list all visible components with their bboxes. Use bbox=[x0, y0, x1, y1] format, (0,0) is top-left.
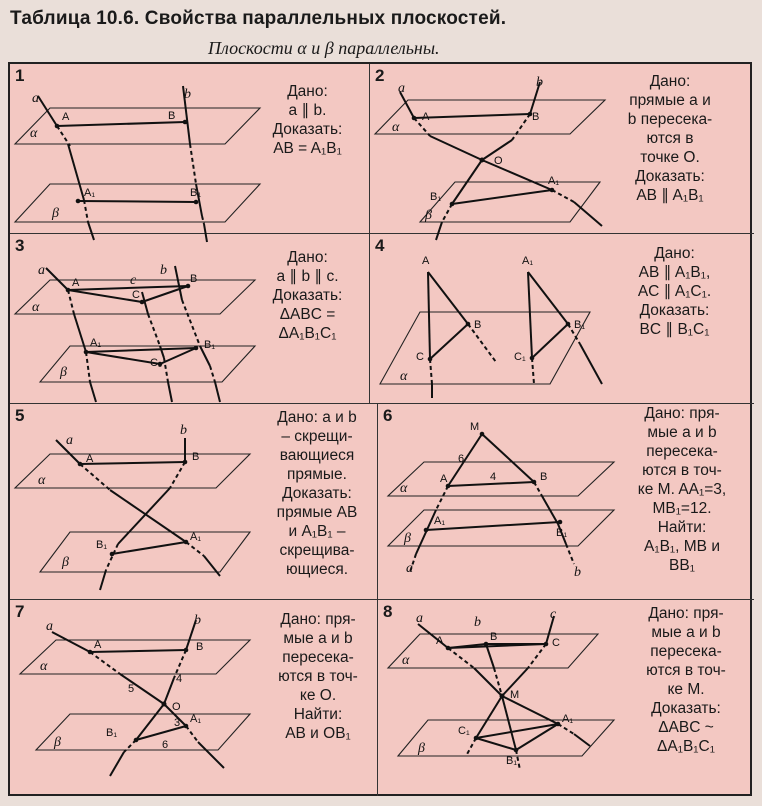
point-B-label: B bbox=[190, 273, 198, 285]
alpha-label: α bbox=[400, 481, 408, 496]
point-A-label: A bbox=[94, 639, 102, 651]
point-A-label: A bbox=[422, 255, 430, 267]
alpha-label: α bbox=[38, 473, 46, 488]
cell-6-text: Дано: пря- мые a и b пересека- ются в точ- ке M. AA₁=3, MB₁=12. Найти: A₁B₁, MB и BB₁ bbox=[637, 405, 727, 574]
segment-3-label: 3 bbox=[174, 717, 181, 729]
point-C1-label: C₁ bbox=[150, 357, 162, 369]
line-b-label: b bbox=[180, 423, 187, 438]
cell-number: 6 bbox=[383, 406, 393, 425]
point-B-label: B bbox=[168, 110, 176, 122]
point-O-label: O bbox=[172, 701, 181, 713]
cell-7-text: Дано: пря- мые a и b пересека- ются в точ- ке O. Найти: AB и OB₁ bbox=[278, 611, 358, 742]
point-C-label: C bbox=[416, 351, 424, 363]
plane-alpha bbox=[15, 108, 260, 144]
cell-number: 2 bbox=[375, 66, 385, 85]
point-A-label: A bbox=[422, 111, 430, 123]
line-b-label: b bbox=[474, 615, 481, 630]
cell-4-text: Дано: AB ∥ A₁B₁, AC ∥ A₁C₁. Доказать: BC ∥ B₁C₁ bbox=[637, 245, 712, 338]
plane-beta bbox=[40, 532, 250, 572]
table-title: Таблица 10.6. Свойства параллельных плоскостей. bbox=[10, 8, 507, 29]
line-b-label: b bbox=[194, 613, 201, 628]
point-B1-label: B₁ bbox=[96, 539, 108, 551]
point-B1-label: B₁ bbox=[506, 755, 518, 767]
cell-4 bbox=[370, 234, 754, 404]
point-A1-label: A₁ bbox=[522, 255, 534, 267]
plane-alpha bbox=[20, 640, 250, 674]
point-B1-label: B₁ bbox=[204, 339, 216, 351]
line-a-label: a bbox=[32, 91, 39, 106]
cell-number: 5 bbox=[15, 406, 25, 425]
point-A1-label: A₁ bbox=[548, 175, 560, 187]
cell-3-text: Дано: a ∥ b ∥ c. Доказать: ΔABC = ΔA₁B₁C₁ bbox=[272, 249, 343, 342]
alpha-label: α bbox=[40, 659, 48, 674]
alpha-label: α bbox=[400, 369, 408, 384]
line-a-label: a bbox=[406, 561, 413, 576]
point-B-label: B bbox=[474, 319, 482, 331]
cell-8 bbox=[378, 600, 754, 796]
cell-2-text: Дано: прямые a и b пересека- ются в точке O. Доказать: AB ∥ A₁B₁ bbox=[627, 73, 713, 204]
point-A-label: A bbox=[436, 635, 444, 647]
point-A-label: A bbox=[440, 473, 448, 485]
cell-5 bbox=[10, 404, 378, 600]
segment-6-label: 6 bbox=[458, 453, 465, 465]
line-b-label: b bbox=[574, 565, 581, 580]
plane-alpha bbox=[388, 462, 614, 496]
point-C1-label: C₁ bbox=[458, 725, 470, 737]
point-A1-label: A₁ bbox=[190, 531, 202, 543]
table-subtitle: Плоскости α и β параллельны. bbox=[208, 38, 440, 58]
cell-number: 3 bbox=[15, 236, 25, 255]
point-A1-label: A₁ bbox=[84, 187, 96, 199]
point-B1-label: B₁ bbox=[106, 727, 118, 739]
point-A1-label: A₁ bbox=[562, 713, 574, 725]
segment-5-label: 5 bbox=[128, 683, 135, 695]
line-b-label: b bbox=[536, 75, 543, 90]
segment-4-label: 4 bbox=[176, 673, 183, 685]
properties-table bbox=[8, 62, 752, 796]
line-c-label: c bbox=[130, 273, 137, 288]
point-O-label: O bbox=[494, 155, 503, 167]
line-a-label: a bbox=[416, 611, 423, 626]
alpha-label: α bbox=[32, 300, 40, 315]
point-A1-label: A₁ bbox=[90, 337, 102, 349]
cell-1-text: Дано: a ∥ b. Доказать: AB = A₁B₁ bbox=[272, 83, 343, 157]
point-B1-label: B₁ bbox=[430, 191, 442, 203]
point-B-label: B bbox=[490, 631, 498, 643]
cell-7 bbox=[10, 600, 378, 796]
beta-label: β bbox=[54, 735, 61, 750]
cell-5-text: Дано: a и b – скрещи- вающиеся прямые. Доказать: прямые AB и A₁B₁ – скрещива- ющиеся. bbox=[276, 409, 358, 578]
point-C-label: C bbox=[132, 289, 140, 301]
cell-number: 8 bbox=[383, 602, 393, 621]
line-c-label: c bbox=[550, 607, 557, 622]
cell-number: 7 bbox=[15, 602, 25, 621]
point-A-label: A bbox=[72, 277, 80, 289]
line-a-label: a bbox=[398, 81, 405, 96]
point-B-label: B bbox=[196, 641, 204, 653]
point-A1-label: A₁ bbox=[190, 713, 202, 725]
beta-label: β bbox=[425, 208, 432, 223]
point-C-label: C bbox=[552, 637, 560, 649]
point-B1-label: B₁ bbox=[556, 527, 568, 539]
alpha-label: α bbox=[402, 653, 410, 668]
plane-alpha bbox=[375, 100, 605, 134]
point-B-label: B bbox=[532, 111, 540, 123]
beta-label: β bbox=[60, 365, 67, 380]
cell-number: 1 bbox=[15, 66, 25, 85]
beta-label: β bbox=[62, 555, 69, 570]
alpha-label: α bbox=[392, 120, 400, 135]
point-M-label: M bbox=[510, 689, 520, 701]
plane-beta bbox=[398, 720, 614, 756]
point-B1-label: B₁ bbox=[190, 187, 202, 199]
line-a-label: a bbox=[38, 263, 45, 278]
cell-number: 4 bbox=[375, 236, 385, 255]
point-A-label: A bbox=[62, 111, 70, 123]
point-B1-label: B₁ bbox=[574, 319, 586, 331]
point-A1-label: A₁ bbox=[434, 515, 446, 527]
beta-label: β bbox=[418, 741, 425, 756]
line-a-label: a bbox=[66, 433, 73, 448]
point-C1-label: C₁ bbox=[514, 351, 526, 363]
point-B-label: B bbox=[192, 451, 200, 463]
beta-label: β bbox=[52, 206, 59, 221]
segment-4-label: 4 bbox=[490, 471, 497, 483]
cell-8-text: Дано: пря- мые a и b пересека- ются в точ- ке M. Доказать: ΔABC ~ ΔA₁B₁C₁ bbox=[646, 605, 726, 755]
cell-2 bbox=[370, 64, 754, 234]
line-a-label: a bbox=[46, 619, 53, 634]
point-B-label: B bbox=[540, 471, 548, 483]
alpha-label: α bbox=[30, 126, 38, 141]
line-b-label: b bbox=[184, 87, 191, 102]
point-A-label: A bbox=[86, 453, 94, 465]
segment-6-label: 6 bbox=[162, 739, 169, 751]
line-b-label: b bbox=[160, 263, 167, 278]
point-M-label: M bbox=[470, 421, 480, 433]
cell-1 bbox=[10, 64, 370, 234]
cell-6 bbox=[378, 404, 754, 600]
cell-3 bbox=[10, 234, 370, 404]
plane-beta bbox=[40, 346, 255, 382]
plane-alpha bbox=[15, 454, 250, 488]
beta-label: β bbox=[404, 531, 411, 546]
